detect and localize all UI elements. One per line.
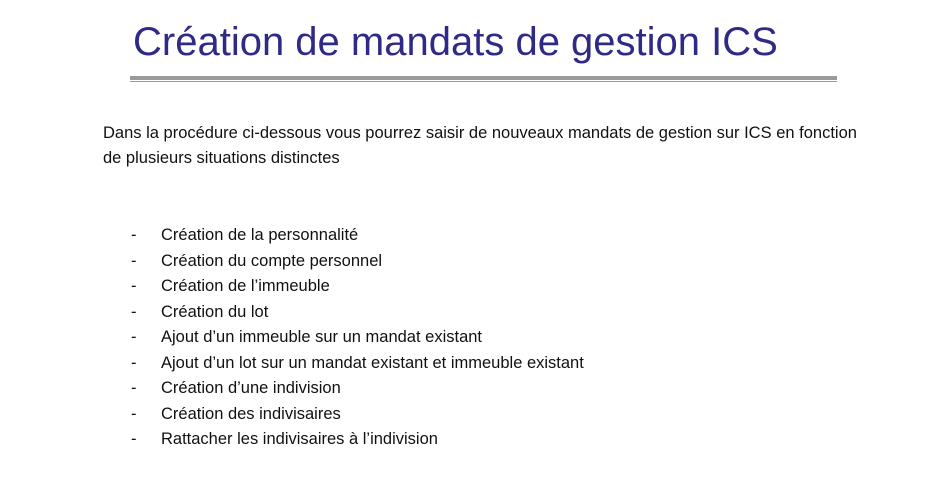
list-item-label: Création du compte personnel	[161, 251, 383, 270]
intro-paragraph: Dans la procédure ci-dessous vous pourrez saisir de nouveaux mandats de gestion sur ICS en fonction de plusieurs situations distinctes	[103, 124, 857, 167]
bullet-dash: -	[131, 379, 137, 397]
bullet-dash: -	[131, 251, 137, 270]
bullet-dash: -	[131, 226, 137, 244]
divider-thick-line	[130, 76, 837, 80]
list-item-label: Création du lot	[161, 302, 269, 321]
bullet-dash: -	[131, 277, 137, 295]
page-title: Création de mandats de gestion ICS	[133, 20, 778, 64]
bullet-dash: -	[131, 430, 137, 448]
title-underline-divider	[130, 76, 837, 83]
list-item-label: Ajout d’un immeuble sur un mandat existant	[161, 328, 483, 346]
divider-thin-line	[130, 81, 837, 82]
list-item-label: Création de la personnalité	[161, 226, 359, 244]
list-item-label: Rattacher les indivisaires à l’indivision	[161, 430, 438, 448]
list-item-label: Création des indivisaires	[161, 404, 341, 423]
bullet-dash: -	[131, 404, 137, 423]
bullet-dash: -	[131, 302, 137, 321]
list-item-label: Création d’une indivision	[161, 379, 341, 397]
list-item-label: Création de l’immeuble	[161, 277, 330, 295]
bullet-dash: -	[131, 353, 137, 372]
bullet-dash: -	[131, 328, 137, 346]
list-item-label: Ajout d’un lot sur un mandat existant et immeuble existant	[161, 353, 584, 372]
